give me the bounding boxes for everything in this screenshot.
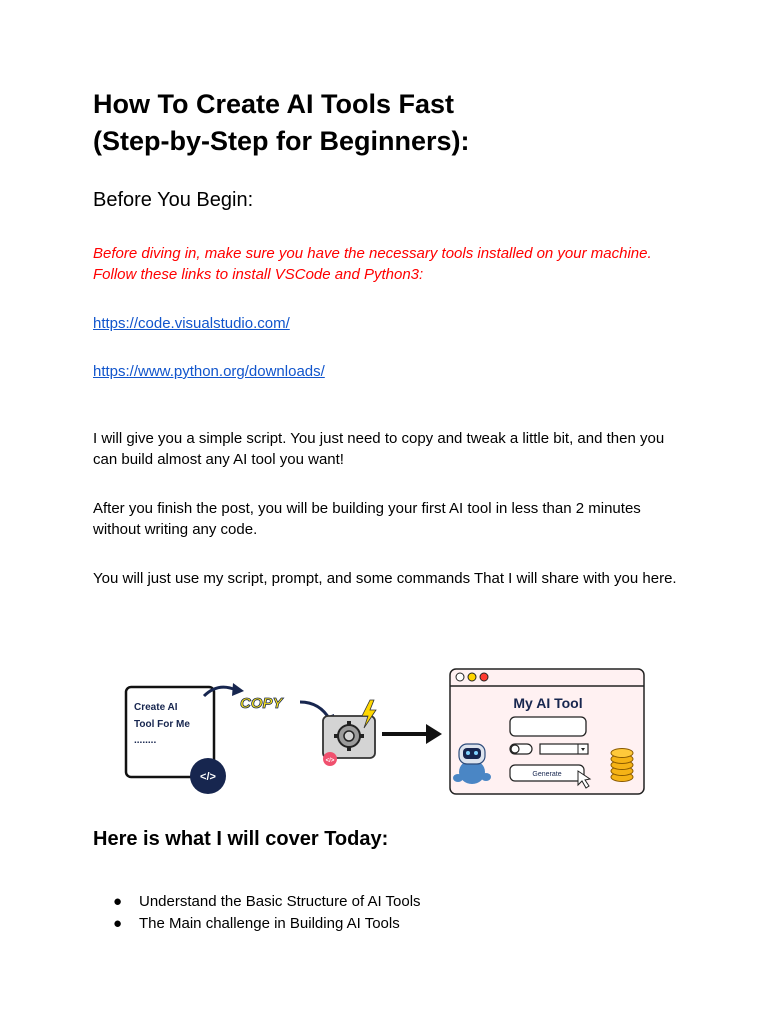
code-badge (190, 758, 226, 794)
code-badge-label: </> (200, 771, 216, 783)
arrow-right-icon (382, 724, 442, 744)
bullet-icon: ● (113, 915, 123, 932)
minimize-dot-icon (468, 673, 476, 681)
card-line-2: Tool For Me (134, 719, 190, 730)
title-line-2: (Step-by-Step for Beginners): (93, 126, 470, 156)
cover-list (93, 891, 421, 935)
app-title: My AI Tool (513, 695, 583, 711)
list-item (93, 913, 421, 935)
card-line-1: Create AI (134, 702, 178, 713)
list-item-text: The Main challenge in Building AI Tools (139, 915, 400, 932)
gear-box (323, 700, 376, 766)
generate-label: Generate (532, 771, 562, 778)
vscode-link[interactable]: https://code.visualstudio.com/ (93, 315, 290, 332)
ai-tool-illustration (120, 664, 650, 800)
title-line-1: How To Create AI Tools Fast (93, 89, 455, 119)
finish-paragraph: After you finish the post, you will be building your first AI tool in less than 2 minutes without writing any code. (93, 500, 641, 538)
small-code-label: </> (325, 758, 335, 764)
before-heading: Before You Begin: (93, 189, 254, 211)
toggle-icon (510, 744, 532, 754)
script-paragraph: You will just use my script, prompt, and some commands That I will share with you here. (93, 570, 677, 587)
cover-heading: Here is what I will cover Today: (93, 828, 389, 850)
list-item-text: Understand the Basic Structure of AI Tools (139, 893, 421, 910)
close-dot-icon (456, 673, 464, 681)
bullet-icon: ● (113, 893, 123, 910)
list-item (93, 891, 421, 913)
card-dots: ........ (134, 735, 157, 746)
intro-paragraph: I will give you a simple script. You just need to copy and tweak a little bit, and then you can build almost any AI tool you want! (93, 430, 665, 468)
coins-icon (611, 749, 633, 782)
maximize-dot-icon (480, 673, 488, 681)
page-title (93, 86, 693, 160)
install-note: Before diving in, make sure you have the necessary tools installed on your machine. Follow these links to install VSCode and Python3: (93, 245, 652, 283)
python-link[interactable]: https://www.python.org/downloads/ (93, 363, 325, 380)
copy-label: COPY (240, 695, 283, 712)
